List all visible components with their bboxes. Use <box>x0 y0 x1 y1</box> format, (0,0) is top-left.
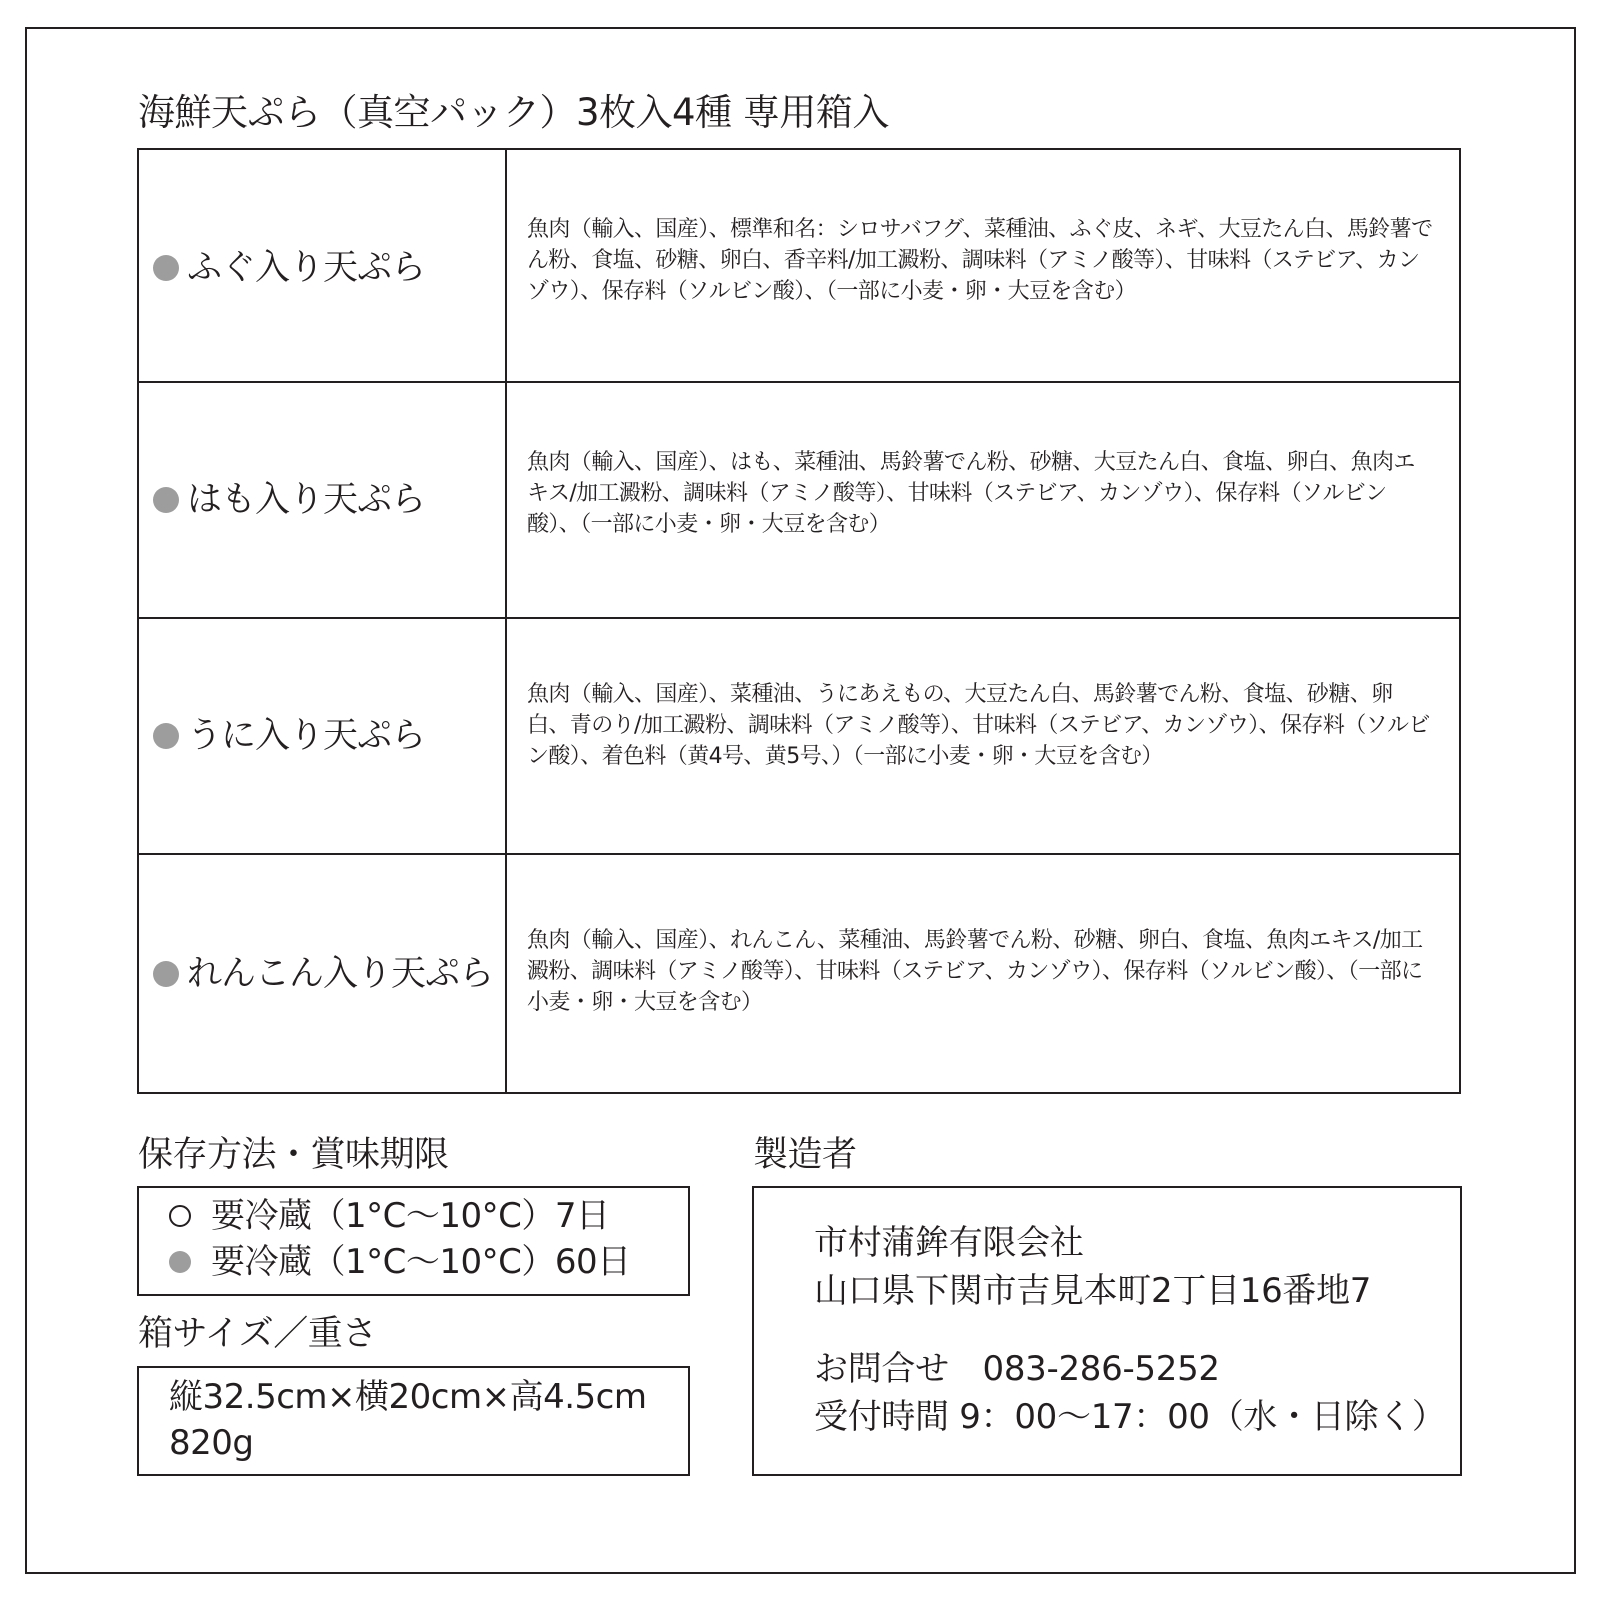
ingredients-text: 魚肉（輸入、国産）、れんこん、菜種油、馬鈴薯でん粉、砂糖、卵白、食塩、魚肉エキス/加工澱粉、調味料（アミノ酸等）、甘味料（ステビア、カンゾウ）、保存料（ソルビン酸）、（一部に小麦・卵・大豆を含む） <box>527 928 1423 1015</box>
table-row <box>139 150 1459 386</box>
bullet-dot-icon <box>153 487 179 513</box>
storage-line-chilled <box>169 1196 610 1236</box>
business-hours: 受付時間 9：00～17：00（水・日除く） <box>814 1397 1446 1437</box>
storage-label: 保存方法・賞味期限 <box>138 1135 449 1175</box>
table-row <box>139 381 1459 617</box>
product-name-cell <box>139 383 507 617</box>
open-circle-icon <box>169 1205 191 1227</box>
ingredients-cell <box>507 619 1459 853</box>
ingredients-table <box>137 148 1461 1094</box>
product-name-cell <box>139 150 507 386</box>
bullet-dot-icon <box>153 723 179 749</box>
box-size-box <box>137 1366 690 1476</box>
company-name: 市村蒲鉾有限会社 <box>814 1223 1084 1263</box>
ingredients-text: 魚肉（輸入、国産）、標準和名：シロサバフグ、菜種油、ふぐ皮、ネギ、大豆たん白、馬鈴薯でん粉、食塩、砂糖、卵白、香辛料/加工澱粉、調味料（アミノ酸等）、甘味料（ステビア、カンゾウ）、保存料（ソルビン酸）、（一部に小麦・卵・大豆を含む） <box>527 217 1433 304</box>
box-weight: 820g <box>169 1423 254 1463</box>
manufacturer-box <box>752 1186 1462 1476</box>
storage-box <box>137 1186 690 1296</box>
page-title: 海鮮天ぷら（真空パック）3枚入4種 専用箱入 <box>138 91 889 134</box>
product-name-cell <box>139 619 507 853</box>
storage-text: 要冷蔵（1°C～10°C）60日 <box>211 1242 631 1282</box>
box-dimensions: 縦32.5cm×横20cm×高4.5cm <box>169 1377 647 1417</box>
product-name: ふぐ入り天ぷら <box>187 248 426 288</box>
box-size-label: 箱サイズ／重さ <box>138 1314 377 1354</box>
product-name: れんこん入り天ぷら <box>187 953 494 994</box>
ingredients-cell <box>507 150 1459 386</box>
ingredients-text: 魚肉（輸入、国産）、はも、菜種油、馬鈴薯でん粉、砂糖、大豆たん白、食塩、卵白、魚肉エキス/加工澱粉、調味料（アミノ酸等）、甘味料（ステビア、カンゾウ）、保存料（ソルビン酸）、（一部に小麦・卵・大豆を含む） <box>527 450 1415 537</box>
manufacturer-label: 製造者 <box>753 1135 857 1175</box>
filled-circle-icon <box>169 1251 191 1273</box>
table-row <box>139 853 1459 1092</box>
product-name: うに入り天ぷら <box>187 716 426 756</box>
ingredients-cell <box>507 855 1459 1092</box>
company-address: 山口県下関市吉見本町2丁目16番地7 <box>814 1271 1372 1311</box>
ingredients-cell <box>507 383 1459 617</box>
table-row <box>139 617 1459 853</box>
product-name-cell <box>139 855 507 1092</box>
storage-line-vacuum <box>169 1242 631 1282</box>
ingredients-text: 魚肉（輸入、国産）、菜種油、うにあえもの、大豆たん白、馬鈴薯でん粉、食塩、砂糖、卵白、青のり/加工澱粉、調味料（アミノ酸等）、甘味料（ステビア、カンゾウ）、保存料（ソルビン酸）、着色料（黄4号、黄5号、）（一部に小麦・卵・大豆を含む） <box>527 682 1430 769</box>
contact-phone: お問合せ 083-286-5252 <box>814 1349 1220 1389</box>
storage-text: 要冷蔵（1°C～10°C）7日 <box>211 1196 610 1236</box>
bullet-dot-icon <box>153 255 179 281</box>
bullet-dot-icon <box>153 961 179 987</box>
product-name: はも入り天ぷら <box>187 480 426 520</box>
